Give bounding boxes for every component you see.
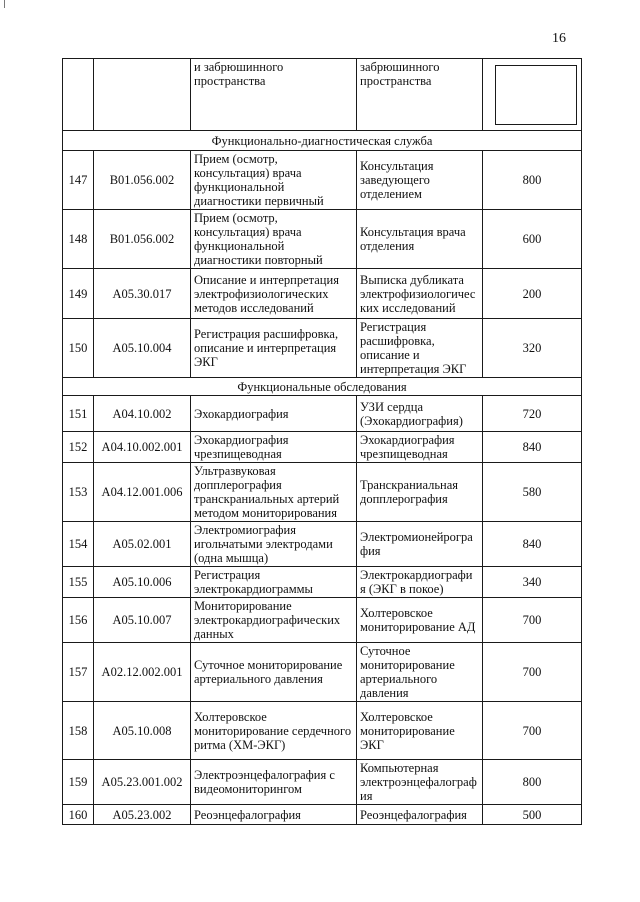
cell-price: 700 (483, 702, 582, 760)
cell-service: Холтеровское мониторирование ЭКГ (357, 702, 483, 760)
cell-price: 800 (483, 760, 582, 805)
table-row (63, 805, 582, 825)
table-row (63, 432, 582, 463)
cell-service: Эхокардиография чрезпищеводная (357, 432, 483, 463)
cell-code: A05.23.001.002 (94, 760, 191, 805)
table-row (63, 269, 582, 319)
cell-price: 800 (483, 151, 582, 210)
cell-price: 700 (483, 598, 582, 643)
cell-code: B01.056.002 (94, 210, 191, 269)
cell-price: 340 (483, 567, 582, 598)
cell-code: A05.10.007 (94, 598, 191, 643)
cell-no: 158 (63, 702, 94, 760)
cell-no: 154 (63, 522, 94, 567)
cell-name: Прием (осмотр, консультация) врача функциональной диагностики первичный (191, 151, 357, 210)
cell-service: Компьютерная электроэнцефалограф ия (357, 760, 483, 805)
cell-service: УЗИ сердца (Эхокардиография) (357, 396, 483, 432)
cell-no (63, 59, 94, 131)
cell-price: 320 (483, 319, 582, 378)
cell-price: 840 (483, 432, 582, 463)
cell-price: 840 (483, 522, 582, 567)
cell-price: 720 (483, 396, 582, 432)
cell-name: Электроэнцефалография с видеомониторингом (191, 760, 357, 805)
cell-name: Регистрация расшифровка, описание и интерпретация ЭКГ (191, 319, 357, 378)
cell-name: Ультразвуковая допплерография транскраниальных артерий методом мониторирования (191, 463, 357, 522)
table-row (63, 702, 582, 760)
cell-price: 200 (483, 269, 582, 319)
table-row (63, 210, 582, 269)
cell-name: Регистрация электрокардиограммы (191, 567, 357, 598)
cell-code: A02.12.002.001 (94, 643, 191, 702)
cell-code: A04.12.001.006 (94, 463, 191, 522)
cell-name: Реоэнцефалография (191, 805, 357, 825)
cell-name: Эхокардиография (191, 396, 357, 432)
cell-service: Электрокардиографи я (ЭКГ в покое) (357, 567, 483, 598)
cell-no: 159 (63, 760, 94, 805)
cell-code (94, 59, 191, 131)
cell-name: Эхокардиография чрезпищеводная (191, 432, 357, 463)
cell-price (483, 59, 582, 131)
section-header-row (63, 378, 582, 396)
table-row (63, 522, 582, 567)
cell-no: 152 (63, 432, 94, 463)
cell-no: 149 (63, 269, 94, 319)
cell-price: 600 (483, 210, 582, 269)
cell-service: Суточное мониторирование артериального давления (357, 643, 483, 702)
cell-name: Прием (осмотр, консультация) врача функциональной диагностики повторный (191, 210, 357, 269)
cell-no: 147 (63, 151, 94, 210)
cell-name: Электромиография игольчатыми электродами (одна мышца) (191, 522, 357, 567)
cell-service: Реоэнцефалография (357, 805, 483, 825)
section-header-row (63, 131, 582, 151)
cell-service: Регистрация расшифровка, описание и интерпретация ЭКГ (357, 319, 483, 378)
cell-service: Электромионейрогра фия (357, 522, 483, 567)
cell-code: A04.10.002 (94, 396, 191, 432)
cell-no: 156 (63, 598, 94, 643)
table-row (63, 567, 582, 598)
price-table (62, 58, 582, 825)
cell-name: Описание и интерпретация электрофизиологических методов исследований (191, 269, 357, 319)
continued-row (63, 59, 582, 131)
cell-code: A05.10.006 (94, 567, 191, 598)
cell-no: 148 (63, 210, 94, 269)
cell-no: 151 (63, 396, 94, 432)
cell-price: 700 (483, 643, 582, 702)
cell-code: B01.056.002 (94, 151, 191, 210)
table-row (63, 598, 582, 643)
cell-no: 153 (63, 463, 94, 522)
cell-code: A05.10.008 (94, 702, 191, 760)
cell-name: и забрюшинного пространства (191, 59, 357, 131)
cell-name: Мониторирование электрокардиографических данных (191, 598, 357, 643)
table-row (63, 760, 582, 805)
cell-price: 580 (483, 463, 582, 522)
cell-no: 157 (63, 643, 94, 702)
cell-service: Консультация заведующего отделением (357, 151, 483, 210)
cell-name: Суточное мониторирование артериального давления (191, 643, 357, 702)
cell-code: A05.30.017 (94, 269, 191, 319)
price-table-body (63, 59, 582, 825)
table-row (63, 151, 582, 210)
page-number: 16 (552, 31, 566, 46)
cell-service: Холтеровское мониторирование АД (357, 598, 483, 643)
section-title: Функциональные обследования (63, 378, 582, 396)
cell-no: 155 (63, 567, 94, 598)
cell-service: забрюшинного пространства (357, 59, 483, 131)
table-row (63, 463, 582, 522)
cell-price: 500 (483, 805, 582, 825)
cell-service: Транскраниальная допплерография (357, 463, 483, 522)
cell-code: A04.10.002.001 (94, 432, 191, 463)
cell-code: A05.23.002 (94, 805, 191, 825)
cell-name: Холтеровское мониторирование сердечного ритма (ХМ-ЭКГ) (191, 702, 357, 760)
table-row (63, 319, 582, 378)
cell-service: Выписка дубликата электрофизиологичес ких исследований (357, 269, 483, 319)
cell-no: 150 (63, 319, 94, 378)
cell-service: Консультация врача отделения (357, 210, 483, 269)
scan-mark (4, 0, 5, 8)
cell-code: A05.02.001 (94, 522, 191, 567)
cell-no: 160 (63, 805, 94, 825)
cell-code: A05.10.004 (94, 319, 191, 378)
empty-price-box (495, 65, 577, 125)
section-title: Функционально-диагностическая служба (63, 131, 582, 151)
table-row (63, 396, 582, 432)
table-row (63, 643, 582, 702)
